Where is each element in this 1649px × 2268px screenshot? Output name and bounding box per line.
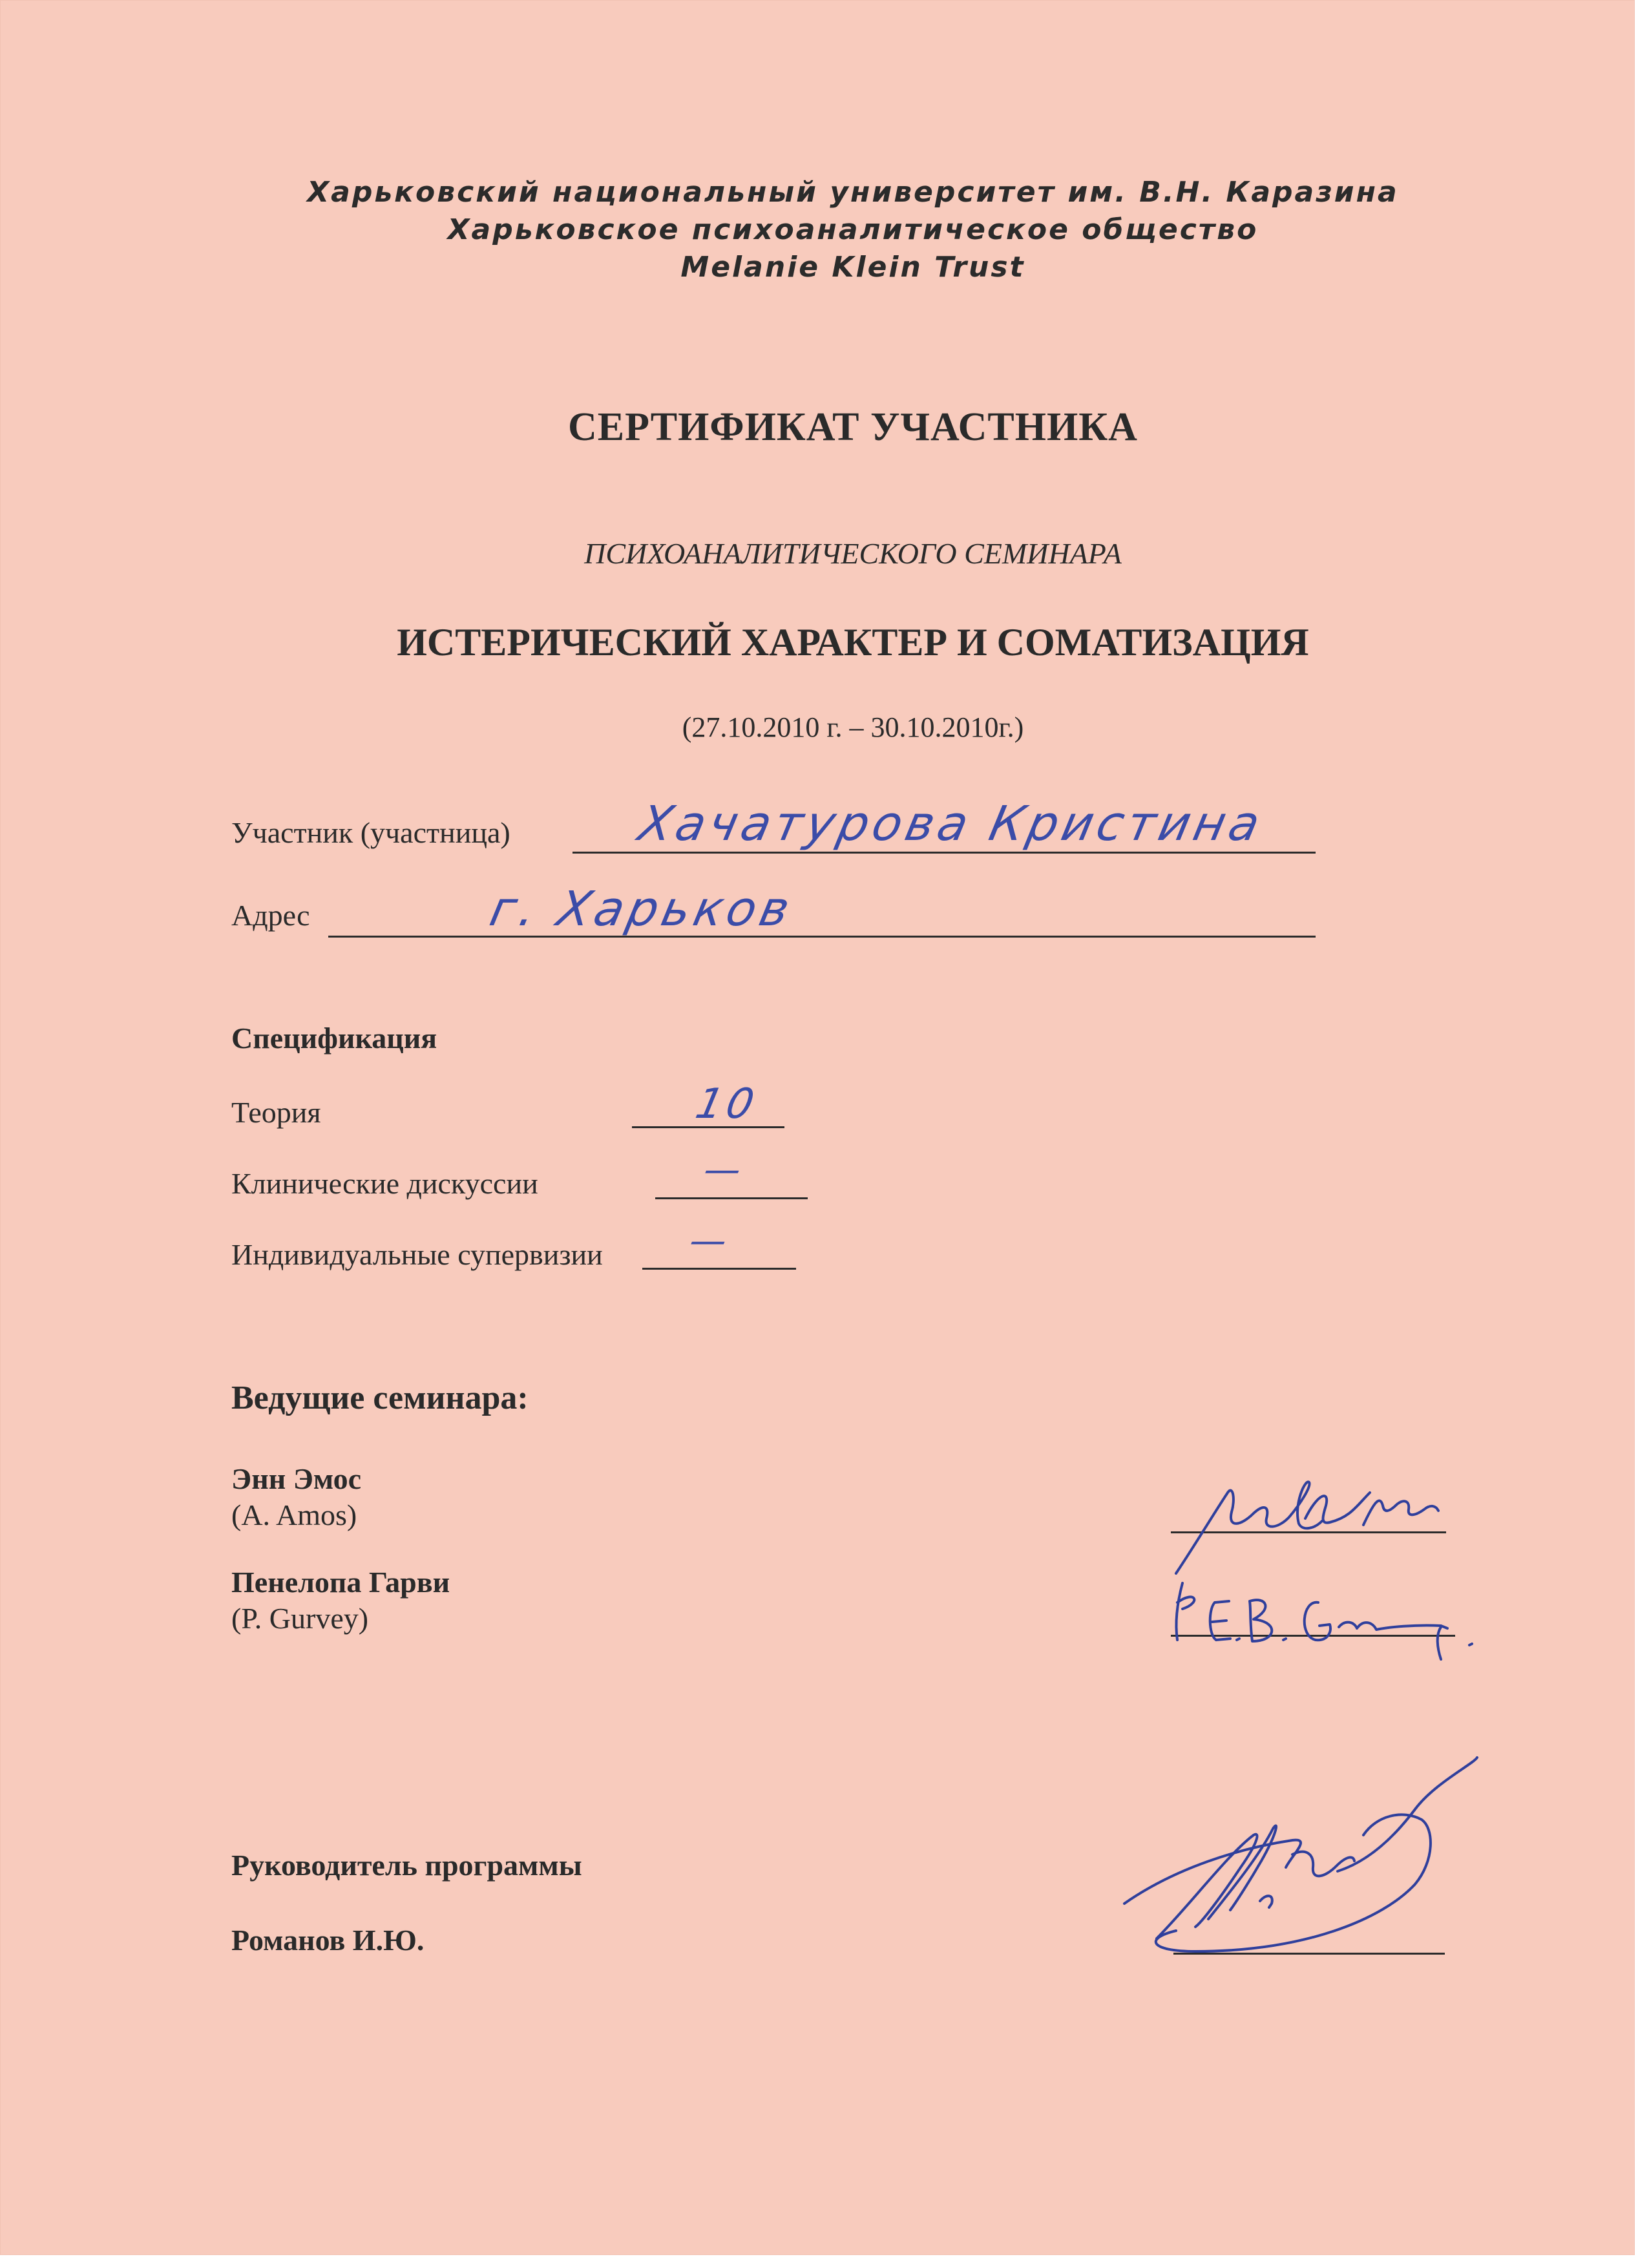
spec-line-clinical bbox=[655, 1197, 808, 1199]
spec-label-theory: Теория bbox=[231, 1096, 321, 1129]
seminar-dates: (27.10.2010 г. – 30.10.2010г.) bbox=[682, 711, 1024, 743]
header-society: Харьковское психоаналитическое общество bbox=[447, 213, 1259, 246]
spec-value-theory: 10 bbox=[691, 1080, 762, 1128]
spec-label-clinical: Клинические дискуссии bbox=[231, 1167, 538, 1200]
header-trust: Melanie Klein Trust bbox=[680, 251, 1025, 284]
participant-line bbox=[572, 852, 1316, 854]
signature-amos bbox=[1157, 1467, 1467, 1577]
seminar-theme: ИСТЕРИЧЕСКИЙ ХАРАКТЕР И СОМАТИЗАЦИЯ bbox=[397, 621, 1309, 664]
spec-line-supervision bbox=[642, 1268, 796, 1270]
spec-value-supervision: — bbox=[686, 1220, 735, 1262]
leader-name-amos: Энн Эмос bbox=[231, 1462, 362, 1495]
address-label: Адрес bbox=[231, 899, 310, 932]
leader-name-gurvey: Пенелопа Гарви bbox=[231, 1566, 450, 1599]
participant-value: Хачатурова Кристина bbox=[633, 796, 1269, 852]
address-line bbox=[328, 936, 1316, 938]
spec-value-clinical: — bbox=[700, 1149, 749, 1191]
leader-latin-gurvey: (P. Gurvey) bbox=[231, 1602, 369, 1635]
certificate-subtitle: ПСИХОАНАЛИТИЧЕСКОГО СЕМИНАРА bbox=[584, 537, 1122, 570]
participant-label: Участник (участница) bbox=[231, 816, 510, 849]
director-name: Романов И.Ю. bbox=[231, 1924, 425, 1957]
signature-gurvey bbox=[1170, 1577, 1506, 1667]
director-title: Руководитель программы bbox=[231, 1849, 582, 1882]
certificate-title: СЕРТИФИКАТ УЧАСТНИКА bbox=[568, 405, 1138, 449]
signature-director bbox=[1098, 1758, 1499, 1964]
leaders-heading: Ведущие семинара: bbox=[231, 1380, 529, 1416]
specification-heading: Спецификация bbox=[231, 1022, 437, 1055]
address-value: г. Харьков bbox=[485, 881, 799, 937]
spec-label-supervision: Индивидуальные супервизии bbox=[231, 1238, 603, 1271]
leader-latin-amos: (A. Amos) bbox=[231, 1498, 357, 1531]
header-university: Харьковский национальный университет им. В.Н. Каразина bbox=[307, 176, 1399, 209]
